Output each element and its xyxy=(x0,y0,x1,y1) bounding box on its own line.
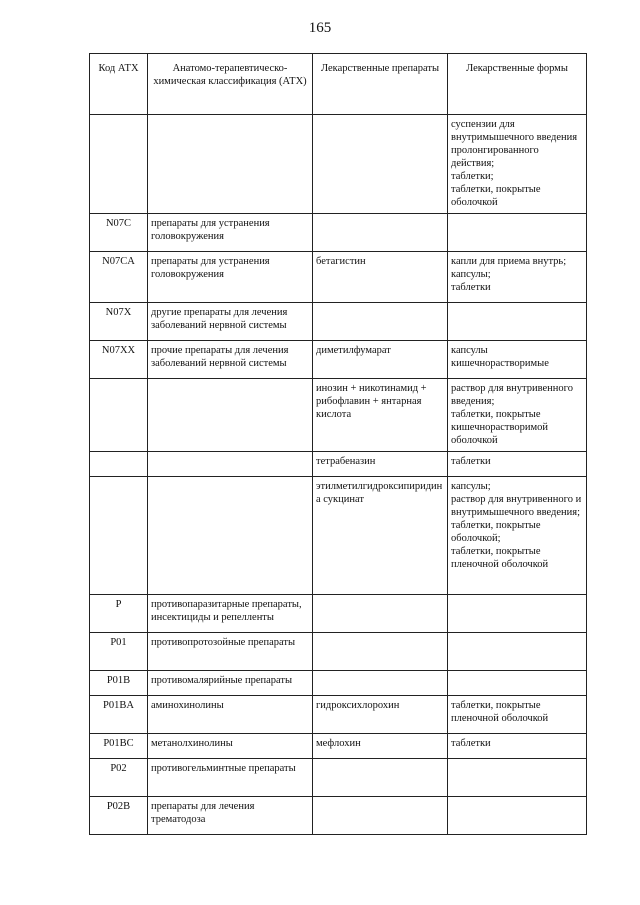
classification-cell: противомалярийные препараты xyxy=(148,671,313,696)
table-row xyxy=(90,303,587,341)
forms-cell: капли для приема внутрь; капсулы; таблетки xyxy=(448,252,587,303)
forms-cell xyxy=(448,671,587,696)
forms-cell xyxy=(448,595,587,633)
classification-cell: другие препараты для лечения заболеваний нервной системы xyxy=(148,303,313,341)
drug-cell xyxy=(313,303,448,341)
table-row xyxy=(90,214,587,252)
forms-cell: суспензии для внутримышечного введения пролонгированного действия; таблетки; таблетки, покрытые оболочкой xyxy=(448,115,587,214)
table-row xyxy=(90,379,587,452)
header-classification: Анатомо-терапевтическо-химическая классификация (АТХ) xyxy=(148,54,313,115)
atx-code-cell xyxy=(90,477,148,595)
forms-cell xyxy=(448,214,587,252)
forms-cell xyxy=(448,759,587,797)
drug-cell xyxy=(313,633,448,671)
page-number: 165 xyxy=(308,20,332,36)
atx-code-cell: N07X xyxy=(90,303,148,341)
table-row xyxy=(90,341,587,379)
drug-cell: бетагистин xyxy=(313,252,448,303)
forms-cell: раствор для внутривенного введения; таблетки, покрытые кишечнорастворимой оболочкой xyxy=(448,379,587,452)
atx-code-cell: P01BC xyxy=(90,734,148,759)
atx-code-cell: P02B xyxy=(90,797,148,835)
classification-cell: противогельминтные препараты xyxy=(148,759,313,797)
table-row xyxy=(90,671,587,696)
forms-cell xyxy=(448,303,587,341)
drug-cell: гидроксихлорохин xyxy=(313,696,448,734)
forms-cell: таблетки xyxy=(448,734,587,759)
forms-cell: капсулы; раствор для внутривенного и внутримышечного введения; таблетки, покрытые оболочкой; таблетки, покрытые пленочной оболочкой xyxy=(448,477,587,595)
table-row xyxy=(90,797,587,835)
drug-cell xyxy=(313,759,448,797)
atx-code-cell: N07XX xyxy=(90,341,148,379)
classification-cell: препараты для устранения головокружения xyxy=(148,214,313,252)
atx-code-cell xyxy=(90,115,148,214)
atx-code-cell xyxy=(90,452,148,477)
atx-code-cell: P01 xyxy=(90,633,148,671)
table-row xyxy=(90,252,587,303)
drug-cell: мефлохин xyxy=(313,734,448,759)
drug-cell xyxy=(313,797,448,835)
table-row xyxy=(90,734,587,759)
drug-cell xyxy=(313,115,448,214)
table-row xyxy=(90,477,587,595)
classification-cell: противопротозойные препараты xyxy=(148,633,313,671)
table-row xyxy=(90,452,587,477)
atx-code-cell: P01BA xyxy=(90,696,148,734)
forms-cell xyxy=(448,797,587,835)
drug-cell: этилметилгидроксипиридина сукцинат xyxy=(313,477,448,595)
atx-code-cell: N07C xyxy=(90,214,148,252)
forms-cell xyxy=(448,633,587,671)
classification-cell: метанолхинолины xyxy=(148,734,313,759)
header-drugs: Лекарственные препараты xyxy=(313,54,448,115)
classification-cell: препараты для лечения трематодоза xyxy=(148,797,313,835)
drug-cell: тетрабеназин xyxy=(313,452,448,477)
classification-cell: препараты для устранения головокружения xyxy=(148,252,313,303)
drug-cell xyxy=(313,214,448,252)
drug-cell xyxy=(313,595,448,633)
table-row xyxy=(90,115,587,214)
drug-cell xyxy=(313,671,448,696)
table-row xyxy=(90,633,587,671)
table-header-row xyxy=(90,54,587,115)
table-row xyxy=(90,696,587,734)
atx-code-cell: P02 xyxy=(90,759,148,797)
header-forms: Лекарственные формы xyxy=(448,54,587,115)
drug-cell: диметилфумарат xyxy=(313,341,448,379)
atx-code-cell: P xyxy=(90,595,148,633)
atx-code-cell: N07CA xyxy=(90,252,148,303)
forms-cell: таблетки xyxy=(448,452,587,477)
atx-code-cell: P01B xyxy=(90,671,148,696)
forms-cell: таблетки, покрытые пленочной оболочкой xyxy=(448,696,587,734)
classification-cell xyxy=(148,379,313,452)
table-row xyxy=(90,595,587,633)
forms-cell: капсулы кишечнорастворимые xyxy=(448,341,587,379)
classification-cell xyxy=(148,477,313,595)
classification-cell xyxy=(148,115,313,214)
classification-cell: аминохинолины xyxy=(148,696,313,734)
classification-cell: прочие препараты для лечения заболеваний нервной системы xyxy=(148,341,313,379)
classification-cell: противопаразитарные препараты, инсектициды и репелленты xyxy=(148,595,313,633)
classification-cell xyxy=(148,452,313,477)
atx-table xyxy=(89,53,587,835)
header-code: Код АТХ xyxy=(90,54,148,115)
drug-cell: инозин + никотинамид + рибофлавин + янтарная кислота xyxy=(313,379,448,452)
atx-code-cell xyxy=(90,379,148,452)
table-row xyxy=(90,759,587,797)
